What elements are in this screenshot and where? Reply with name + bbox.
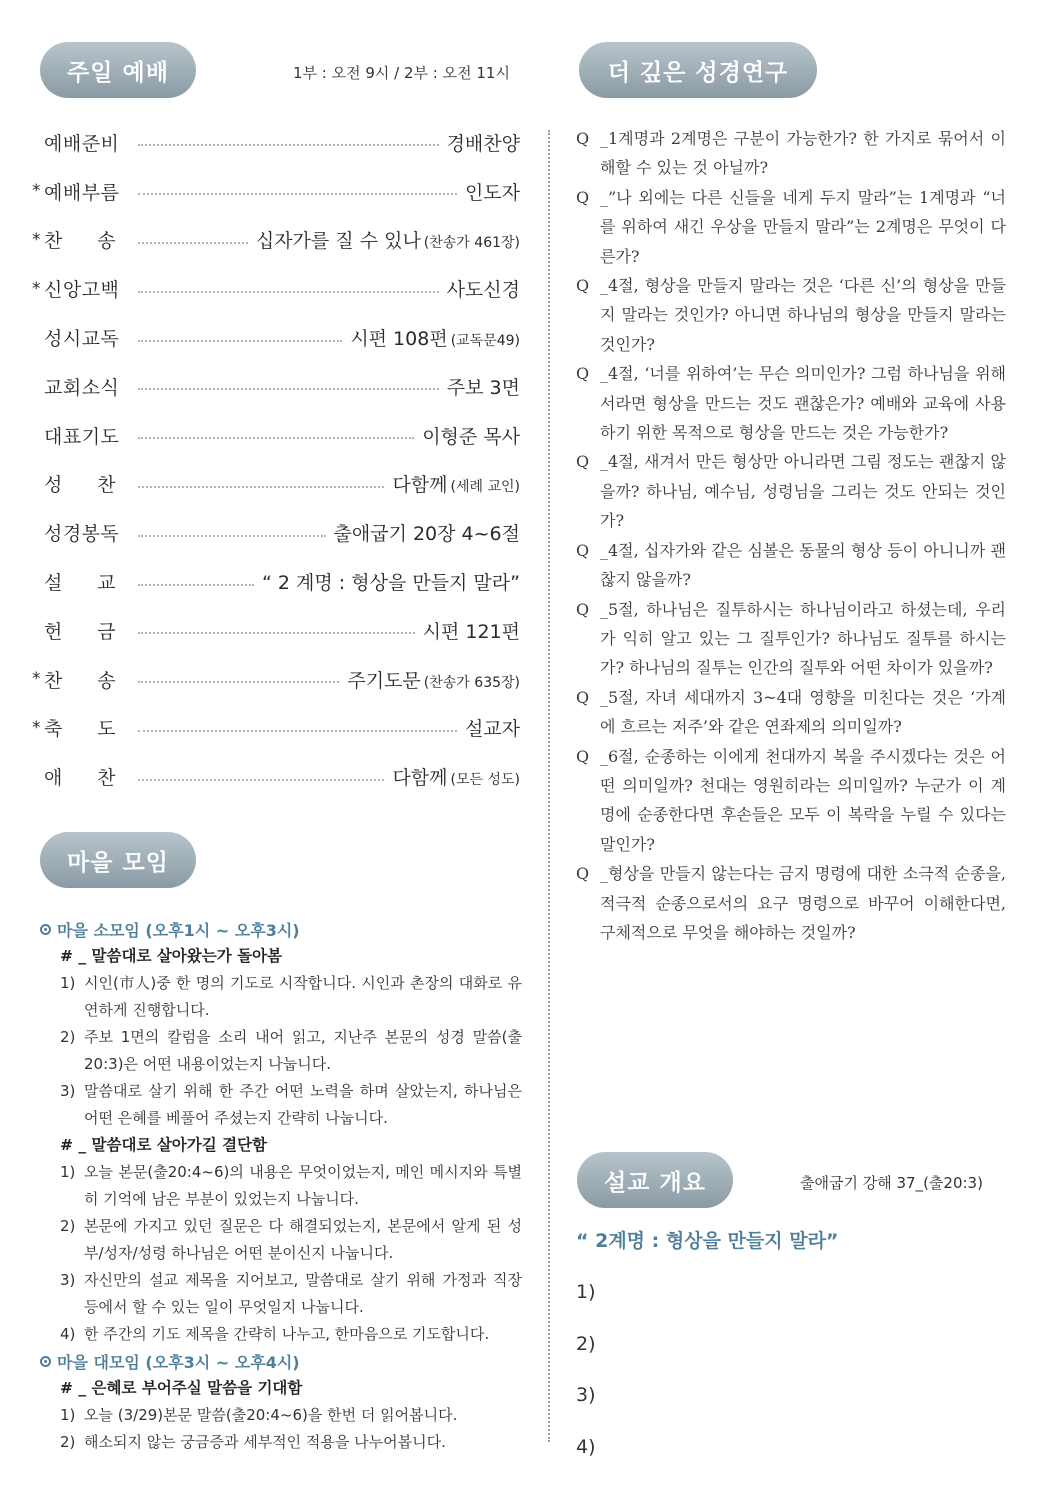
worship-label: 성경봉독 bbox=[44, 523, 120, 546]
question-mark: Q bbox=[576, 452, 590, 472]
required-star: * bbox=[32, 278, 41, 299]
dotted-leader bbox=[138, 291, 439, 293]
worship-row bbox=[32, 606, 520, 655]
worship-row bbox=[32, 752, 520, 801]
question-text: _4절, 새겨서 만든 형상만 아니라면 그림 정도는 괜찮지 않을까? 하나님, 예수님, 성령님을 그리는 것도 안되는 것인가? bbox=[600, 452, 1006, 531]
study-question bbox=[576, 742, 1006, 860]
dotted-leader bbox=[138, 632, 415, 634]
list-item bbox=[60, 1024, 522, 1078]
list-item bbox=[60, 1159, 522, 1213]
worship-value-text: 이형준 목사 bbox=[422, 425, 520, 448]
worship-row bbox=[32, 313, 520, 362]
question-mark: Q bbox=[576, 364, 590, 384]
worship-label-char: 교 bbox=[97, 572, 116, 595]
item-text: 한 주간의 기도 제목을 간략히 나누고, 한마음으로 기도합니다. bbox=[84, 1325, 490, 1343]
worship-row bbox=[32, 557, 520, 606]
worship-title: 주일 예배 bbox=[40, 42, 196, 98]
required-star: * bbox=[32, 669, 41, 690]
worship-row bbox=[32, 167, 520, 216]
worship-value-text: 시편 108편 bbox=[350, 328, 448, 351]
question-mark: Q bbox=[576, 687, 590, 707]
question-mark: Q bbox=[576, 540, 590, 560]
worship-value bbox=[392, 763, 520, 790]
item-number: 1) bbox=[60, 974, 76, 992]
question-text: _1계명과 2계명은 구분이 가능한가? 한 가지로 묶어서 이해할 수 있는 것 아닐까? bbox=[600, 129, 1006, 178]
worship-label: 예배부름 bbox=[44, 181, 120, 204]
study-question bbox=[576, 359, 1006, 447]
worship-value-note: (세례 교인) bbox=[450, 479, 520, 496]
worship-times: 1부 : 오전 9시 / 2부 : 오전 11시 bbox=[293, 64, 510, 82]
list-item bbox=[60, 1213, 522, 1267]
worship-label-char: 애 bbox=[44, 767, 63, 790]
worship-value-text: 인도자 bbox=[464, 181, 520, 204]
dotted-leader bbox=[138, 242, 248, 244]
dotted-leader bbox=[138, 144, 439, 146]
worship-label-char: 찬 bbox=[44, 669, 63, 692]
worship-label bbox=[44, 763, 116, 790]
item-number: 3) bbox=[60, 1271, 76, 1289]
study-title: 더 깊은 성경연구 bbox=[579, 42, 817, 98]
item-number: 1) bbox=[60, 1406, 76, 1424]
list-item bbox=[60, 1429, 522, 1456]
worship-label bbox=[44, 714, 116, 741]
question-mark: Q bbox=[576, 746, 590, 766]
worship-value-text: 시편 121편 bbox=[422, 620, 520, 643]
dotted-leader bbox=[138, 193, 457, 195]
worship-label-char: 축 bbox=[44, 718, 63, 741]
sermon-outline-title: 설교 개요 bbox=[577, 1152, 733, 1208]
worship-value-text: 사도신경 bbox=[446, 279, 520, 302]
worship-row bbox=[32, 264, 520, 313]
worship-label-char: 송 bbox=[97, 669, 116, 692]
worship-row bbox=[32, 411, 520, 460]
question-mark: Q bbox=[576, 599, 590, 619]
dotted-leader bbox=[138, 388, 439, 390]
worship-value bbox=[334, 519, 520, 546]
small-meeting-subheading-2: # _ 말씀대로 살아가길 결단함 bbox=[60, 1136, 268, 1154]
sermon-title: “ 2계명 : 형상을 만들지 말라” bbox=[576, 1230, 839, 1252]
worship-value bbox=[447, 275, 520, 302]
item-text: 해소되지 않는 궁금증과 세부적인 적용을 나누어봅니다. bbox=[84, 1433, 446, 1451]
item-number: 3) bbox=[60, 1082, 76, 1100]
item-text: 자신만의 설교 제목을 지어보고, 말씀대로 살기 위해 가정과 직장 등에서 할 수 있는 일이 무엇일지 나눕니다. bbox=[84, 1271, 522, 1316]
worship-value-note: (교독문49) bbox=[450, 333, 520, 350]
worship-value-text: 주보 3면 bbox=[446, 376, 520, 399]
worship-value bbox=[422, 422, 520, 449]
dotted-leader bbox=[138, 340, 342, 342]
outline-point: 1) bbox=[576, 1281, 596, 1303]
large-meeting-list bbox=[40, 1402, 522, 1456]
study-question bbox=[576, 859, 1006, 947]
worship-value bbox=[256, 226, 520, 253]
item-text: 말씀대로 살기 위해 한 주간 어떤 노력을 하며 살았는지, 하나님은 어떤 은혜를 베풀어 주셨는지 간략히 나눕니다. bbox=[84, 1082, 522, 1127]
worship-value-text: 십자가를 질 수 있나 bbox=[255, 230, 421, 253]
worship-value bbox=[465, 178, 520, 205]
study-question bbox=[576, 536, 1006, 595]
worship-label-char: 설 bbox=[44, 572, 63, 595]
item-number: 2) bbox=[60, 1028, 76, 1046]
dotted-leader bbox=[138, 584, 254, 586]
worship-value-text: 주기도문 bbox=[347, 669, 421, 692]
item-text: 주보 1면의 칼럼을 소리 내어 읽고, 지난주 본문의 성경 말씀(출20:3)은 어떤 내용이었는지 나눕니다. bbox=[84, 1028, 522, 1073]
worship-value bbox=[350, 324, 520, 351]
worship-value-text: 다함께 bbox=[392, 474, 448, 497]
worship-label-char: 성 bbox=[44, 474, 63, 497]
dotted-leader bbox=[138, 437, 414, 439]
worship-value-text: “ 2 계명 : 형상을 만들지 말라” bbox=[262, 572, 520, 595]
worship-row bbox=[32, 118, 520, 167]
worship-value-note: (찬송가 635장) bbox=[423, 674, 520, 691]
worship-label bbox=[44, 568, 116, 595]
large-meeting-subheading: # _ 은혜로 부어주실 말씀을 기대함 bbox=[60, 1379, 303, 1397]
worship-label bbox=[44, 617, 116, 644]
worship-label bbox=[44, 226, 116, 253]
worship-label-char: 금 bbox=[97, 620, 116, 643]
required-star: * bbox=[32, 181, 41, 202]
worship-value-text: 다함께 bbox=[392, 767, 448, 790]
outline-point: 2) bbox=[576, 1332, 596, 1355]
study-question bbox=[576, 271, 1006, 359]
outline-point: 3) bbox=[576, 1384, 596, 1406]
dotted-leader bbox=[138, 681, 339, 683]
worship-label: 예배준비 bbox=[44, 132, 120, 155]
dotted-leader bbox=[138, 535, 326, 537]
worship-value-text: 출애굽기 20장 4~6절 bbox=[333, 523, 520, 546]
village-meeting bbox=[40, 916, 522, 1456]
worship-value-note: (모든 성도) bbox=[450, 772, 520, 789]
required-star: * bbox=[32, 717, 41, 738]
study-question bbox=[576, 124, 1006, 183]
question-text: _”나 외에는 다른 신들을 네게 두지 말라”는 1계명과 “너를 위하여 새긴 우상을 만들지 말라”는 2계명은 무엇이 다른가? bbox=[600, 187, 1006, 266]
worship-value-text: 설교자 bbox=[464, 718, 520, 741]
worship-label: 교회소식 bbox=[44, 376, 120, 399]
question-mark: Q bbox=[576, 276, 590, 296]
study-question bbox=[576, 447, 1006, 535]
worship-value bbox=[347, 666, 520, 693]
worship-label-char: 헌 bbox=[44, 620, 63, 643]
village-title: 마을 모임 bbox=[40, 832, 196, 888]
worship-row bbox=[32, 216, 520, 265]
small-meeting-list-2 bbox=[40, 1159, 522, 1348]
outline-point: 4) bbox=[576, 1435, 596, 1458]
large-meeting-heading: 마을 대모임 (오후3시 ~ 오후4시) bbox=[40, 1348, 522, 1375]
small-meeting-heading: 마을 소모임 (오후1시 ~ 오후3시) bbox=[40, 916, 522, 943]
item-number: 1) bbox=[60, 1163, 76, 1181]
item-text: 오늘 (3/29)본문 말씀(출20:4~6)을 한번 더 읽어봅니다. bbox=[84, 1406, 458, 1424]
worship-value bbox=[262, 568, 520, 595]
worship-label-char: 송 bbox=[97, 230, 116, 253]
item-number: 2) bbox=[60, 1433, 76, 1451]
list-item bbox=[60, 1078, 522, 1132]
question-mark: Q bbox=[576, 864, 590, 884]
list-item bbox=[60, 1321, 522, 1348]
worship-label-char: 찬 bbox=[97, 767, 116, 790]
question-text: _5절, 자녀 세대까지 3~4대 영향을 미친다는 것은 ‘가계에 흐르는 저주’와 같은 연좌제의 의미일까? bbox=[600, 687, 1006, 737]
question-text: _4절, 형상을 만들지 말라는 것은 ‘다른 신’의 형상을 만들지 말라는 것인가? 아니면 하나님의 형상을 만들지 말라는 것인가? bbox=[600, 276, 1006, 354]
dotted-leader bbox=[138, 486, 384, 488]
worship-value bbox=[465, 714, 520, 741]
dotted-leader bbox=[138, 730, 457, 732]
worship-label: 성시교독 bbox=[44, 328, 120, 351]
question-text: _형상을 만들지 않는다는 금지 명령에 대한 소극적 순종을, 적극적 순종으로서의 요구 명령으로 바꾸어 이해한다면, 구체적으로 무엇을 해야하는 것일까? bbox=[600, 864, 1006, 942]
worship-label-char: 도 bbox=[97, 718, 116, 741]
worship-label: 신앙고백 bbox=[44, 279, 120, 302]
worship-label bbox=[44, 666, 116, 693]
item-number: 4) bbox=[60, 1325, 76, 1343]
circle-bullet-icon bbox=[40, 924, 51, 935]
worship-label: 대표기도 bbox=[44, 425, 120, 448]
list-item bbox=[60, 970, 522, 1024]
question-text: _4절, 십자가와 같은 심볼은 동물의 형상 등이 아니니까 괜찮지 않을까? bbox=[600, 540, 1006, 590]
item-text: 오늘 본문(출20:4~6)의 내용은 무엇이었는지, 메인 메시지와 특별히 기억에 남은 부분이 있었는지 나눕니다. bbox=[84, 1163, 522, 1208]
worship-row bbox=[32, 362, 520, 411]
worship-value bbox=[447, 373, 520, 400]
required-star: * bbox=[32, 229, 41, 250]
question-text: _6절, 순종하는 이에게 천대까지 복을 주시겠다는 것은 어떤 의미일까? 천대는 영원히라는 의미일까? 누군가 이 계명에 순종한다면 후손들은 모두 이 복락을 누릴 수 있다는 말인가? bbox=[600, 746, 1006, 854]
small-meeting-subheading-1: # _ 말씀대로 살아왔는가 돌아봄 bbox=[60, 947, 282, 965]
question-mark: Q bbox=[576, 129, 590, 148]
worship-value-text: 경배찬양 bbox=[446, 132, 520, 155]
small-meeting-list-1 bbox=[40, 970, 522, 1132]
item-text: 시인(市人)중 한 명의 기도로 시작합니다. 시인과 촌장의 대화로 유연하게 진행합니다. bbox=[84, 974, 522, 1019]
item-number: 2) bbox=[60, 1217, 76, 1235]
circle-bullet-icon bbox=[40, 1356, 51, 1367]
worship-value bbox=[423, 617, 520, 644]
list-item bbox=[60, 1267, 522, 1321]
study-question-list bbox=[576, 124, 1006, 947]
dotted-leader bbox=[138, 779, 384, 781]
worship-row bbox=[32, 655, 520, 704]
study-question bbox=[576, 183, 1006, 271]
worship-value-note: (찬송가 461장) bbox=[423, 235, 520, 252]
question-text: _5절, 하나님은 질투하시는 하나님이라고 하셨는데, 우리가 익히 알고 있는 그 질투인가? 하나님도 질투를 하시는가? 하나님의 질투는 인간의 질투와 어떤 차이가 있을까? bbox=[600, 599, 1006, 678]
question-text: _4절, ‘너를 위하여’는 무슨 의미인가? 그럼 하나님을 위해서라면 형상을 만드는 것도 괜찮은가? 예배와 교육에 사용하기 위한 목적으로 형상을 만드는 것은 가능한가? bbox=[600, 364, 1006, 443]
sermon-outline-list bbox=[576, 1272, 596, 1478]
worship-row bbox=[32, 704, 520, 753]
worship-label-char: 찬 bbox=[97, 474, 116, 497]
item-text: 본문에 가지고 있던 질문은 다 해결되었는지, 본문에서 알게 된 성부/성자/성령 하나님은 어떤 분이신지 나눕니다. bbox=[84, 1217, 522, 1262]
worship-value bbox=[447, 129, 520, 156]
worship-order-list bbox=[32, 118, 520, 801]
worship-label bbox=[44, 470, 116, 497]
worship-row bbox=[32, 508, 520, 557]
column-divider bbox=[548, 130, 550, 1442]
worship-value bbox=[392, 470, 520, 497]
worship-label-char: 찬 bbox=[44, 230, 63, 253]
list-item bbox=[60, 1402, 522, 1429]
worship-row bbox=[32, 460, 520, 509]
sermon-reference: 출애굽기 강해 37_(출20:3) bbox=[800, 1174, 983, 1192]
study-question bbox=[576, 595, 1006, 683]
study-question bbox=[576, 683, 1006, 742]
question-mark: Q bbox=[576, 187, 590, 207]
